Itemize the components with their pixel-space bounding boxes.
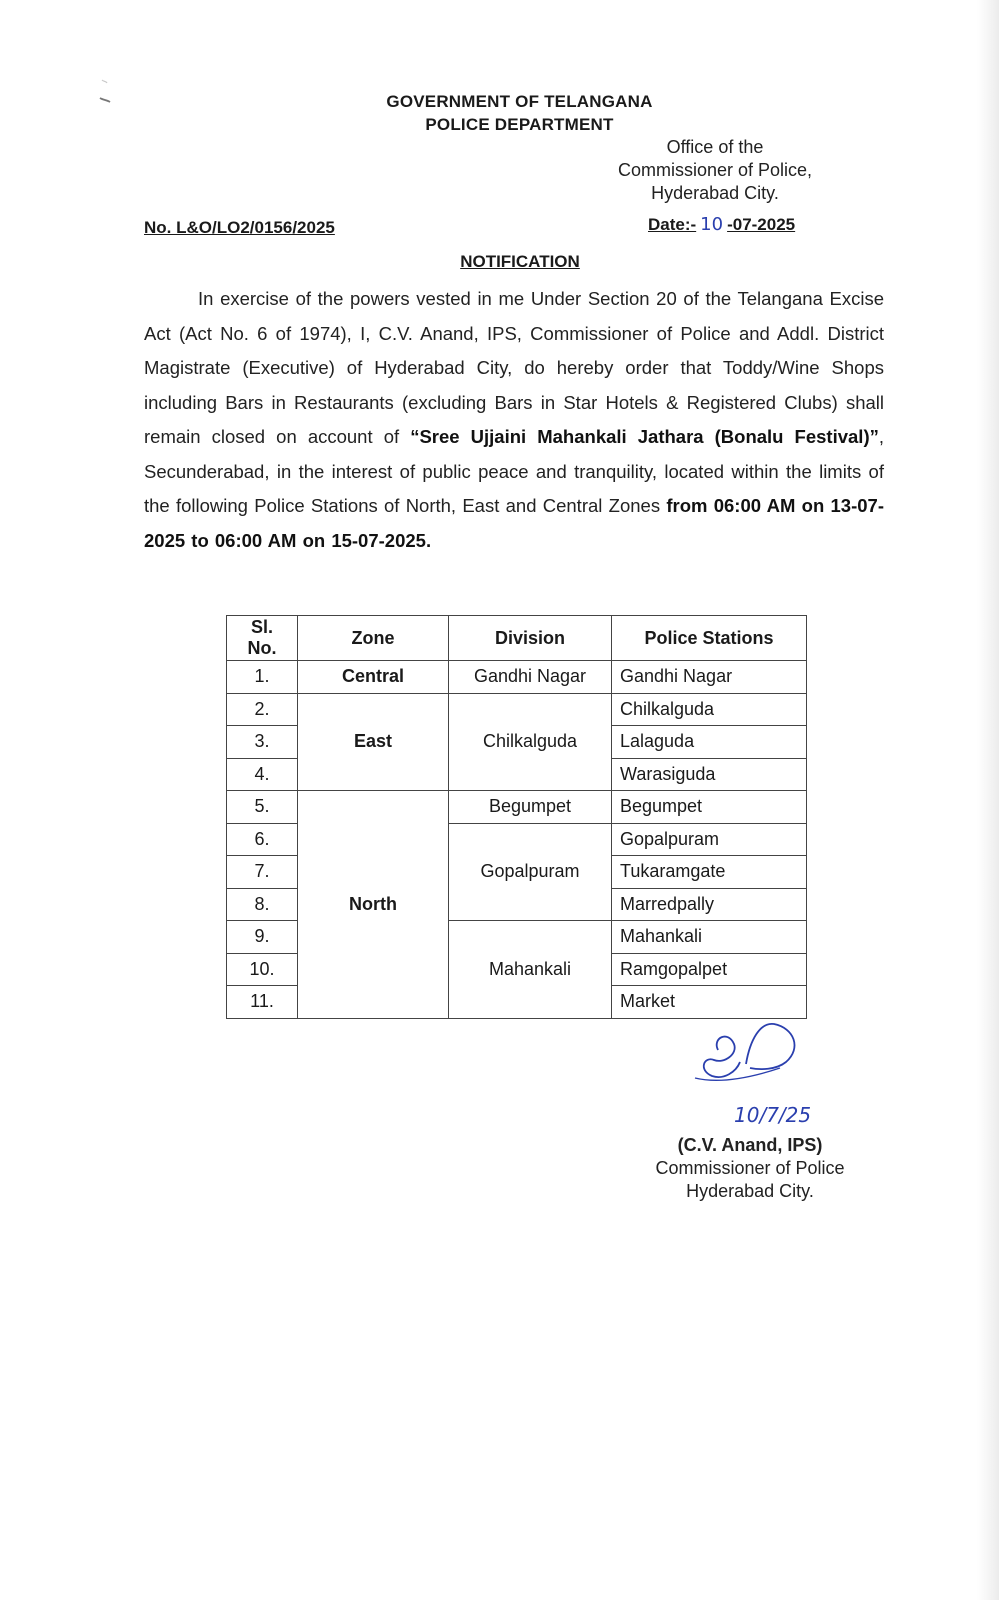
office-address [600,136,830,205]
notification-body [144,282,884,558]
station-cell: Market [612,986,807,1019]
header-police-stations: Police Stations [612,616,807,661]
station-cell: Tukaramgate [612,856,807,889]
division-cell: Chilkalguda [449,693,612,791]
department-title: POLICE DEPARTMENT [425,115,614,134]
reference-number: No. L&O/LO2/0156/2025 [144,218,335,237]
notification-title: NOTIFICATION [460,252,580,271]
table-header-row [227,616,807,661]
sl-cell: 9. [227,921,298,954]
sl-cell: 3. [227,726,298,759]
signature-date: 10/7/25 [734,1103,812,1127]
station-cell: Chilkalguda [612,693,807,726]
header-sl-no: Sl. No. [227,616,298,661]
station-cell: Gopalpuram [612,823,807,856]
header-division: Division [449,616,612,661]
station-cell: Ramgopalpet [612,953,807,986]
date-prefix: Date:- [648,215,697,234]
signatory-designation: Commissioner of Police [655,1158,845,1178]
table-row [227,661,807,694]
sl-cell: 2. [227,693,298,726]
station-cell: Begumpet [612,791,807,824]
division-cell: Mahankali [449,921,612,1019]
sl-cell: 5. [227,791,298,824]
header-zone: Zone [298,616,449,661]
sl-cell: 6. [227,823,298,856]
sl-cell: 10. [227,953,298,986]
sl-cell: 1. [227,661,298,694]
signatory-city: Hyderabad City. [686,1181,814,1201]
sl-cell: 8. [227,888,298,921]
station-cell: Marredpally [612,888,807,921]
government-title: GOVERNMENT OF TELANGANA [386,92,653,111]
station-cell: Gandhi Nagar [612,661,807,694]
date-day-handwritten: 10 [700,214,724,235]
sl-cell: 7. [227,856,298,889]
scan-edge-shadow [977,0,999,1600]
sl-cell: 11. [227,986,298,1019]
station-cell: Warasiguda [612,758,807,791]
date-suffix: -07-2025 [727,215,796,234]
zone-cell: East [298,693,449,791]
office-line: Office of the [666,137,764,157]
table-row [227,693,807,726]
station-cell: Mahankali [612,921,807,954]
body-part-1: In exercise of the powers vested in me Under Section 20 of the Telangana Excise Act (Act No. 6 of 1974), I, C.V. Anand, IPS, Commissioner of Police and Addl. District Magistrate (Executive) of Hyderabad City, do hereby order that Toddy/Wine Shops including Bars in Restaurants (excluding Bars in Star Hotels & Registered Clubs) shall remain closed on account of [144,288,884,447]
notification-date [648,214,795,235]
signatory-block [640,1134,860,1203]
body-part-2: , Secunderabad, in the interest of public peace and tranquility, located within the limits of the following Police Stations of North, East and Central Zones [144,426,885,516]
table-row [227,791,807,824]
office-line: Hyderabad City. [651,183,779,203]
zone-cell: Central [298,661,449,694]
signatory-name: (C.V. Anand, IPS) [677,1135,823,1155]
closure-period: from 06:00 AM on 13-07-2025 to 06:00 AM on 15-07-2025. [144,495,884,551]
division-cell: Begumpet [449,791,612,824]
office-line: Commissioner of Police, [617,160,813,180]
police-stations-table [226,615,807,1019]
sl-cell: 4. [227,758,298,791]
station-cell: Lalaguda [612,726,807,759]
division-cell: Gopalpuram [449,823,612,921]
zone-cell: North [298,791,449,1019]
division-cell: Gandhi Nagar [449,661,612,694]
event-name: “Sree Ujjaini Mahankali Jathara (Bonalu Festival)” [410,426,879,447]
handwritten-signature [690,1018,820,1138]
